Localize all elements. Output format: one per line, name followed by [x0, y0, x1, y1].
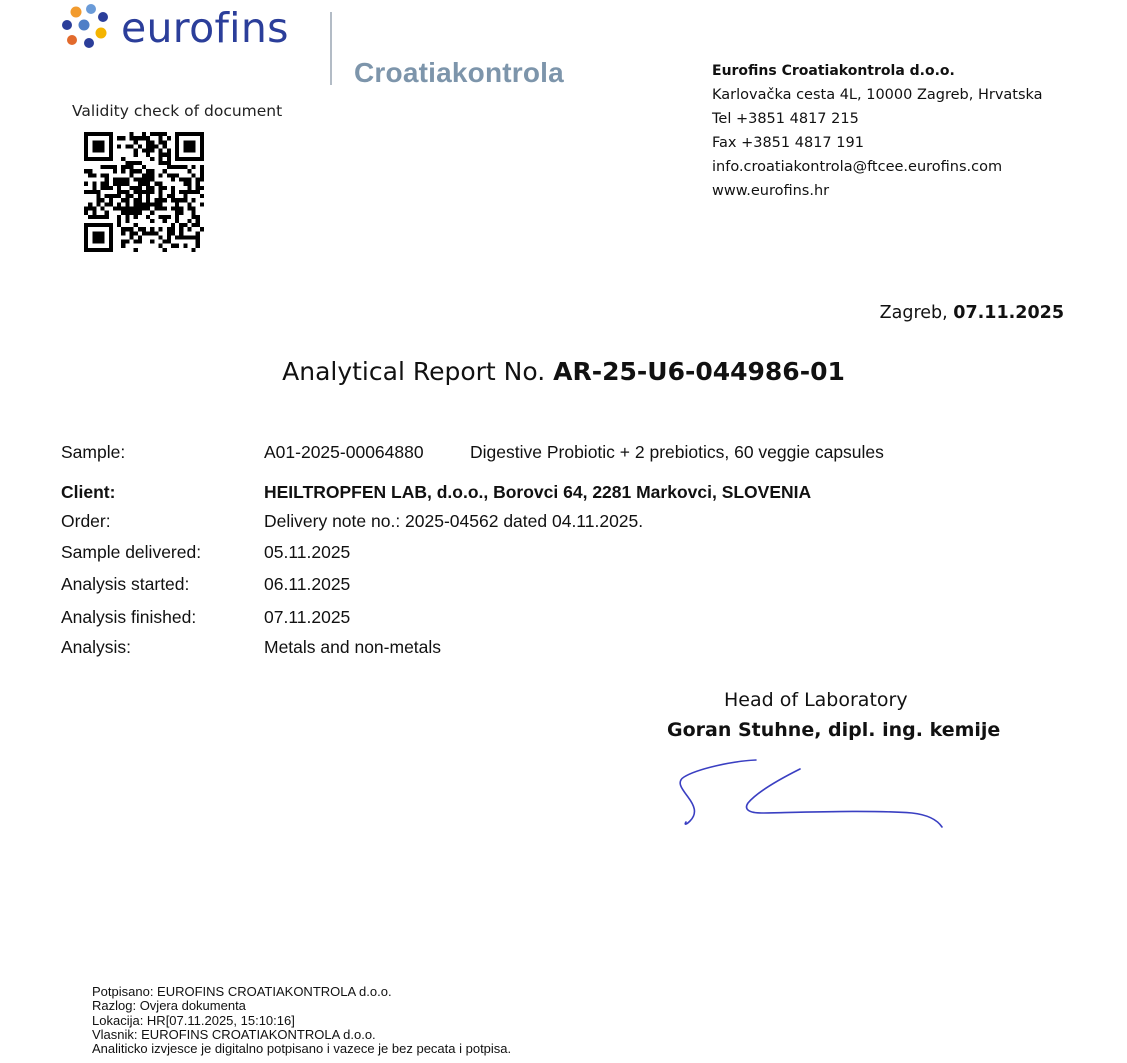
report-date	[880, 300, 1064, 326]
report-title-prefix: Analytical Report No.	[282, 357, 546, 386]
field-label-analysis: Analysis:	[61, 637, 132, 657]
report-title	[0, 354, 1127, 390]
field-value-finished: 07.11.2025	[264, 607, 351, 627]
field-value-sample-code: A01-2025-00064880	[264, 442, 424, 462]
company-contact-block	[712, 59, 1043, 203]
field-label-started: Analysis started:	[61, 574, 190, 594]
report-date-value: 07.11.2025	[953, 303, 1064, 323]
field-value-started: 06.11.2025	[264, 574, 351, 594]
field-value-analysis: Metals and non-metals	[264, 637, 442, 657]
eurofins-logo-icon	[60, 3, 112, 53]
company-email[interactable]: info.croatiakontrola@ftcee.eurofins.com	[712, 159, 1003, 175]
footer-line: Analiticko izvjesce je digitalno potpisano i vazece je bez pecata i potpisa.	[92, 1041, 512, 1057]
report-number: AR-25-U6-044986-01	[553, 357, 845, 386]
company-website[interactable]: www.eurofins.hr	[712, 183, 830, 199]
footer-line: Razlog: Ovjera dokumenta	[92, 998, 246, 1014]
field-label-finished: Analysis finished:	[61, 607, 197, 627]
company-tel: Tel +3851 4817 215	[712, 111, 859, 127]
field-label-order: Order:	[61, 511, 111, 531]
field-value-delivered: 05.11.2025	[264, 542, 351, 562]
field-value-order: Delivery note no.: 2025-04562 dated 04.11.2025.	[264, 511, 644, 531]
handwritten-signature	[672, 755, 952, 835]
footer-line: Vlasnik: EUROFINS CROATIAKONTROLA d.o.o.	[92, 1026, 376, 1042]
logo-subbrand: Croatiakontrola	[354, 57, 564, 88]
company-name: Eurofins Croatiakontrola d.o.o.	[712, 63, 955, 79]
logo-divider	[330, 12, 332, 85]
qr-code-icon[interactable]	[84, 132, 204, 252]
validity-check-label: Validity check of document	[72, 102, 283, 120]
field-value-sample-description: Digestive Probiotic + 2 prebiotics, 60 veggie capsules	[470, 442, 884, 462]
signatory-name: Goran Stuhne, dipl. ing. kemije	[667, 719, 1001, 741]
field-label-delivered: Sample delivered:	[61, 542, 202, 562]
report-place: Zagreb,	[879, 303, 948, 323]
signatory-title: Head of Laboratory	[724, 689, 908, 711]
logo-wordmark: eurofins	[121, 4, 289, 52]
footer-line: Lokacija: HR[07.11.2025, 15:10:16]	[92, 1012, 295, 1028]
field-label-client: Client:	[61, 482, 116, 502]
company-address: Karlovačka cesta 4L, 10000 Zagreb, Hrvatska	[712, 87, 1043, 103]
field-label-sample: Sample:	[61, 442, 126, 462]
company-fax: Fax +3851 4817 191	[712, 135, 864, 151]
digital-signature-footer	[92, 985, 511, 1056]
footer-line: Potpisano: EUROFINS CROATIAKONTROLA d.o.o.	[92, 984, 392, 999]
field-value-client: HEILTROPFEN LAB, d.o.o., Borovci 64, 2281 Markovci, SLOVENIA	[264, 482, 812, 502]
